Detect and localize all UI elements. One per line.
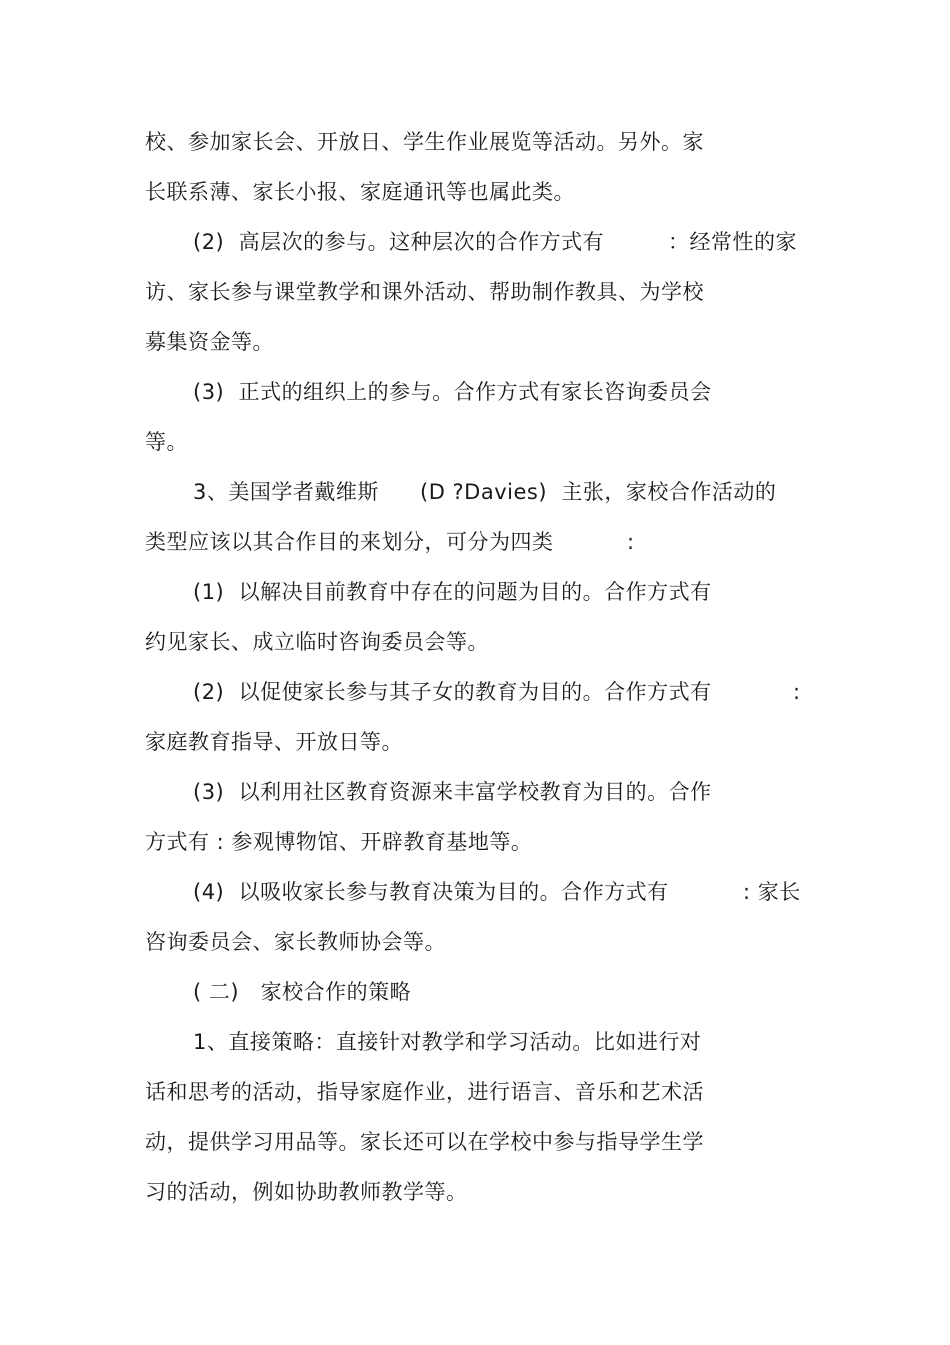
text-line: (2) 以促使家长参与其子女的教育为目的。合作方式有 <box>193 680 712 704</box>
text-line: (4) 以吸收家长参与教育决策为目的。合作方式有 <box>193 880 669 904</box>
text-line: 习的活动，例如协助教师教学等。 <box>145 1180 468 1204</box>
text-line: 募集资金等。 <box>145 330 274 354</box>
text-line: 等。 <box>145 430 188 454</box>
text-line: ：经常性的家 <box>668 230 797 254</box>
text-line: : 家长 <box>743 880 801 904</box>
text-line: (1) 以解决目前教育中存在的问题为目的。合作方式有 <box>193 580 712 604</box>
text-line: 约见家长、成立临时咨询委员会等。 <box>145 630 489 654</box>
text-line: 家庭教育指导、开放日等。 <box>145 730 403 754</box>
text-line: (2) 高层次的参与。这种层次的合作方式有 <box>193 230 605 254</box>
text-line: 方式有 : 参观博物馆、开辟教育基地等。 <box>145 830 533 854</box>
text-line: 长联系薄、家长小报、家庭通讯等也属此类。 <box>145 180 575 204</box>
text-line: (3) 正式的组织上的参与。合作方式有家长咨询委员会 <box>193 380 712 404</box>
text-line: 访、家长参与课堂教学和课外活动、帮助制作教具、为学校 <box>145 280 704 304</box>
text-line: (D ?Davies) 主张，家校合作活动的 <box>420 480 777 504</box>
section-heading: ( 二) 家校合作的策略 <box>193 980 412 1004</box>
text-line: 动，提供学习用品等。家长还可以在学校中参与指导学生学 <box>145 1130 704 1154</box>
text-line: (3) 以利用社区教育资源来丰富学校教育为目的。合作 <box>193 780 712 804</box>
text-line: : <box>793 680 801 704</box>
text-line: 校、参加家长会、开放日、学生作业展览等活动。另外。家 <box>145 130 704 154</box>
text-line: 类型应该以其合作目的来划分，可分为四类 <box>145 530 554 554</box>
text-line: 3、美国学者戴维斯 <box>193 480 379 504</box>
text-line: : <box>627 530 635 554</box>
text-line: 话和思考的活动，指导家庭作业，进行语言、音乐和艺术活 <box>145 1080 704 1104</box>
text-line: 1、直接策略：直接针对教学和学习活动。比如进行对 <box>193 1030 702 1054</box>
text-line: 咨询委员会、家长教师协会等。 <box>145 930 446 954</box>
